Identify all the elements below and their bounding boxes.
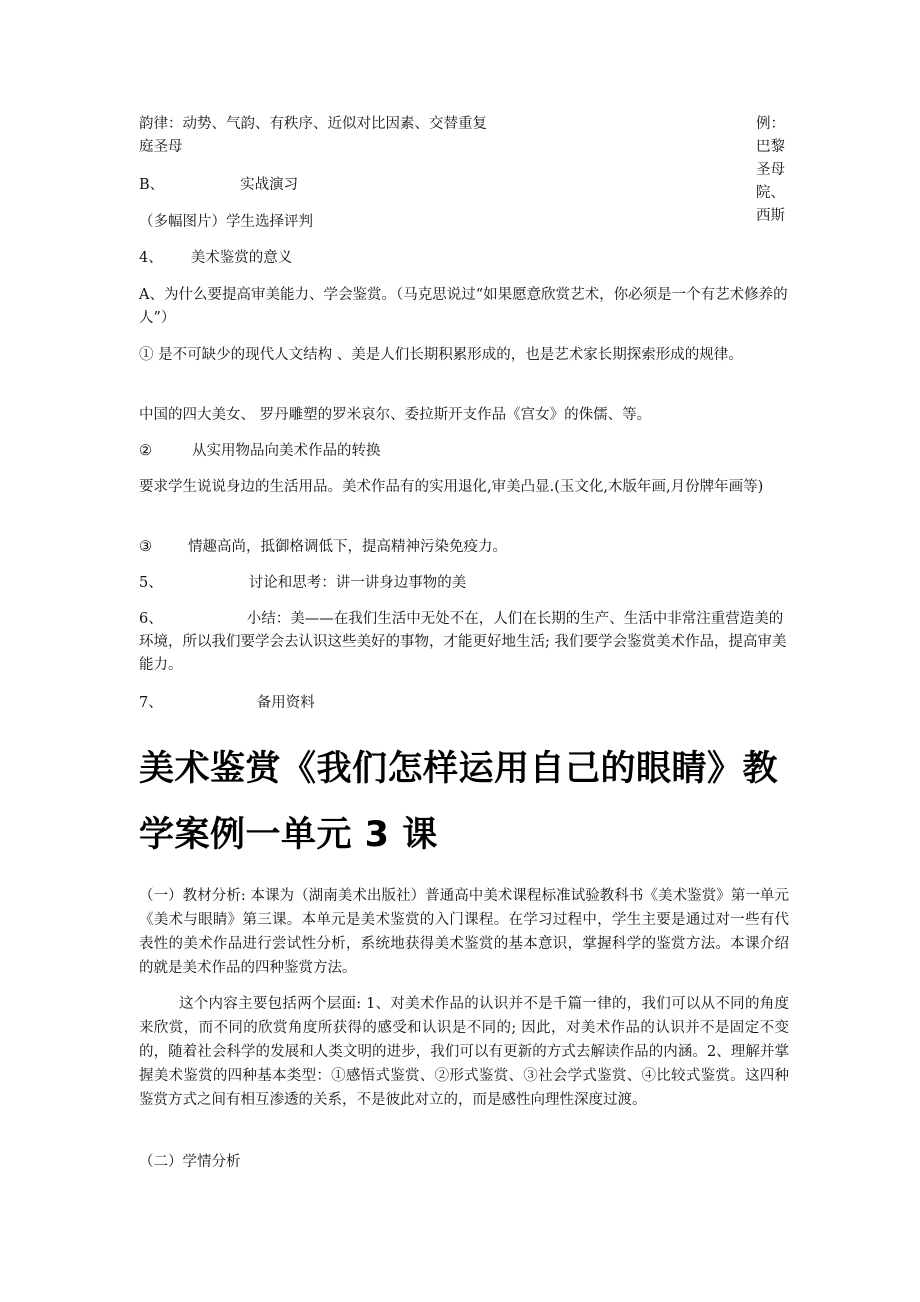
item-b: B、 实战演习 [139, 177, 299, 193]
item-6-summary: 6、 小结：美——在我们生活中无处不在，人们在长期的生产、生活中非常注重营造美的环境，所以我们要学会去认识这些美好的事物，才能更好地生活; 我们要学会鉴赏美术作品，提高审美能力。 [139, 611, 787, 673]
paragraph-content-layers: 这个内容主要包括两个层面: 1、对美术作品的认识并不是千篇一律的，我们可以从不同的角度来欣赏，而不同的欣赏角度所获得的感受和认识是不同的; 因此，对美术作品的认识并不是固定不变的，随着社会科学的发展和人类文明的进步，我们可以有更新的方式去解读作品的内涵。2、理解并掌握美术鉴赏的四种基本类型：①感悟式鉴赏、②形式鉴赏、③社会学式鉴赏、④比较式鉴赏。这四种鉴赏方式之间有相互渗透的关系，不是彼此对立的，而是感性向理性深度过渡。 [139, 996, 789, 1108]
paragraph-a: A、为什么要提高审美能力、学会鉴赏。（马克思说过“如果愿意欣赏艺术，你必须是一个有艺术修养的人”） [139, 287, 788, 326]
paragraph-beauties: 中国的四大美女、 罗丹雕塑的罗米哀尔、委拉斯开支作品《宫女》的侏儒、等。 [139, 407, 652, 423]
paragraph-rhythm: 韵律：动势、气韵、有秩序、近似对比因素、交替重复 例：巴黎圣母院、西斯 庭圣母 [139, 116, 785, 224]
item-circle-3: ③ 情趣高尚，抵御格调低下，提高精神污染免疫力。 [139, 539, 507, 555]
paragraph-circle-1: ① 是不可缺少的现代人文结构 、美是人们长期积累形成的，也是艺术家长期探索形成的规律。 [139, 347, 743, 363]
paragraph-daily-items: 要求学生说说身边的生活用品。美术作品有的实用退化,审美凸显.(玉文化,木版年画,月份牌年画等) [139, 479, 764, 495]
item-5: 5、 讨论和思考：讲一讲身边事物的美 [139, 575, 467, 591]
paragraph-images: （多幅图片）学生选择评判 [139, 214, 313, 230]
section-heading-student-analysis: （二）学情分析 [139, 1154, 241, 1170]
item-7: 7、 备用资料 [139, 695, 315, 711]
item-4: 4、 美术鉴赏的意义 [139, 250, 293, 266]
item-circle-2: ② 从实用物品向美术作品的转换 [139, 443, 381, 459]
document-title: 美术鉴赏《我们怎样运用自己的眼睛》教学案例一单元 3 课 [139, 749, 779, 855]
paragraph-textbook-analysis: （一）教材分析: 本课为（湖南美术出版社）普通高中美术课程标准试验教科书《美术鉴赏》第一单元《美术与眼睛》第三课。本单元是美术鉴赏的入门课程。在学习过程中，学生主要是通过对一些有代表性的美术作品进行尝试性分析，系统地获得美术鉴赏的基本意识，掌握科学的鉴赏方法。本课介绍的就是美术作品的四种鉴赏方法。 [139, 888, 789, 976]
